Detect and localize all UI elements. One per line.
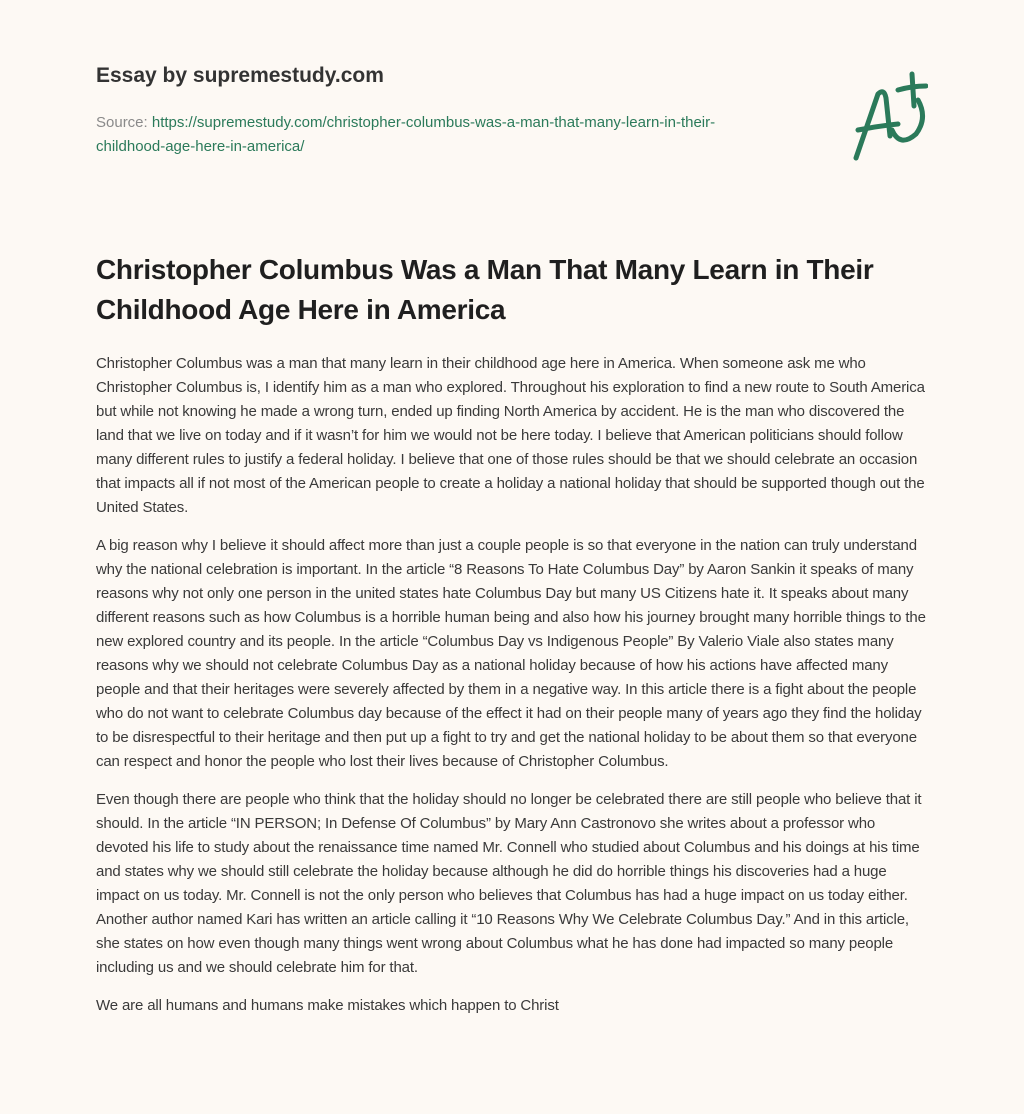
site-title: Essay by supremestudy.com [96,64,384,87]
source-link[interactable]: https://supremestudy.com/christopher-columbus-was-a-man-that-many-learn-in-their-childhood-age-here-in-america/ [96,114,716,155]
paragraph: A big reason why I believe it should affect more than just a couple people is so that everyone in the nation can truly understand why the national celebration is important. In the article “8 Reasons To Hate Columbus Day” by Aaron Sankin it speaks of many reasons why not only one person in the united states hate Columbus Day but many US Citizens hate it. It speaks about many different reasons such as how Columbus is a horrible human being and also how his journey brought many horrible things to the new explored country and its people. In the article “Columbus Day vs Indigenous People” By Valerio Viale also states many reasons why we should not celebrate Columbus Day as a national holiday because of how his actions have affected many people and that their heritages were severely affected by them in a negative way. In this article there is a fight about the people who do not want to celebrate Columbus day because of the effect it had on their people many of years ago they find the holiday to be disrespectful to their heritage and then put up a fight to try and get the national holiday to be about them so that everyone can respect and honor the people who lost their lives because of Christopher Columbus. [96,537,926,770]
source-label: Source: [96,114,152,131]
paragraph: Even though there are people who think that the holiday should no longer be celebrated there are still people who believe that it should. In the article “IN PERSON; In Defense Of Columbus” by Mary Ann Castronovo she writes about a professor who devoted his life to study about the renaissance time named Mr. Connell who studied about Columbus and his doings at his time and states why we should still celebrate the holiday because although he did do horrible things his discoveries had a huge impact on us today. Mr. Connell is not the only person who believes that Columbus has had a huge impact on us today either. Another author named Kari has written an article calling it “10 Reasons Why We Celebrate Columbus Day.” And in this article, she states on how even though many things went wrong about Columbus what he has done had impacted so many people including us and we should celebrate him for that. [96,791,922,976]
paragraph: We are all humans and humans make mistakes which happen to Christ [96,997,559,1014]
paragraph: Christopher Columbus was a man that many learn in their childhood age here in America. When someone ask me who Christopher Columbus is, I identify him as a man who explored. Throughout his exploration to find a new route to South America but while not knowing he made a wrong turn, ended up finding North America by accident. He is the man who discovered the land that we live on today and if it wasn’t for him we would not be here today. I believe that American politicians should follow many different rules to justify a federal holiday. I believe that one of those rules should be that we should celebrate an occasion that impacts all if not most of the American people to create a holiday a national holiday that should be supported though out the United States. [96,355,925,516]
essay-title: Christopher Columbus Was a Man That Many Learn in Their Childhood Age Here in America [96,254,874,325]
page-header [96,0,928,250]
a-plus-grade-icon [826,66,928,166]
source-line [96,111,756,159]
essay-body [96,352,928,1018]
